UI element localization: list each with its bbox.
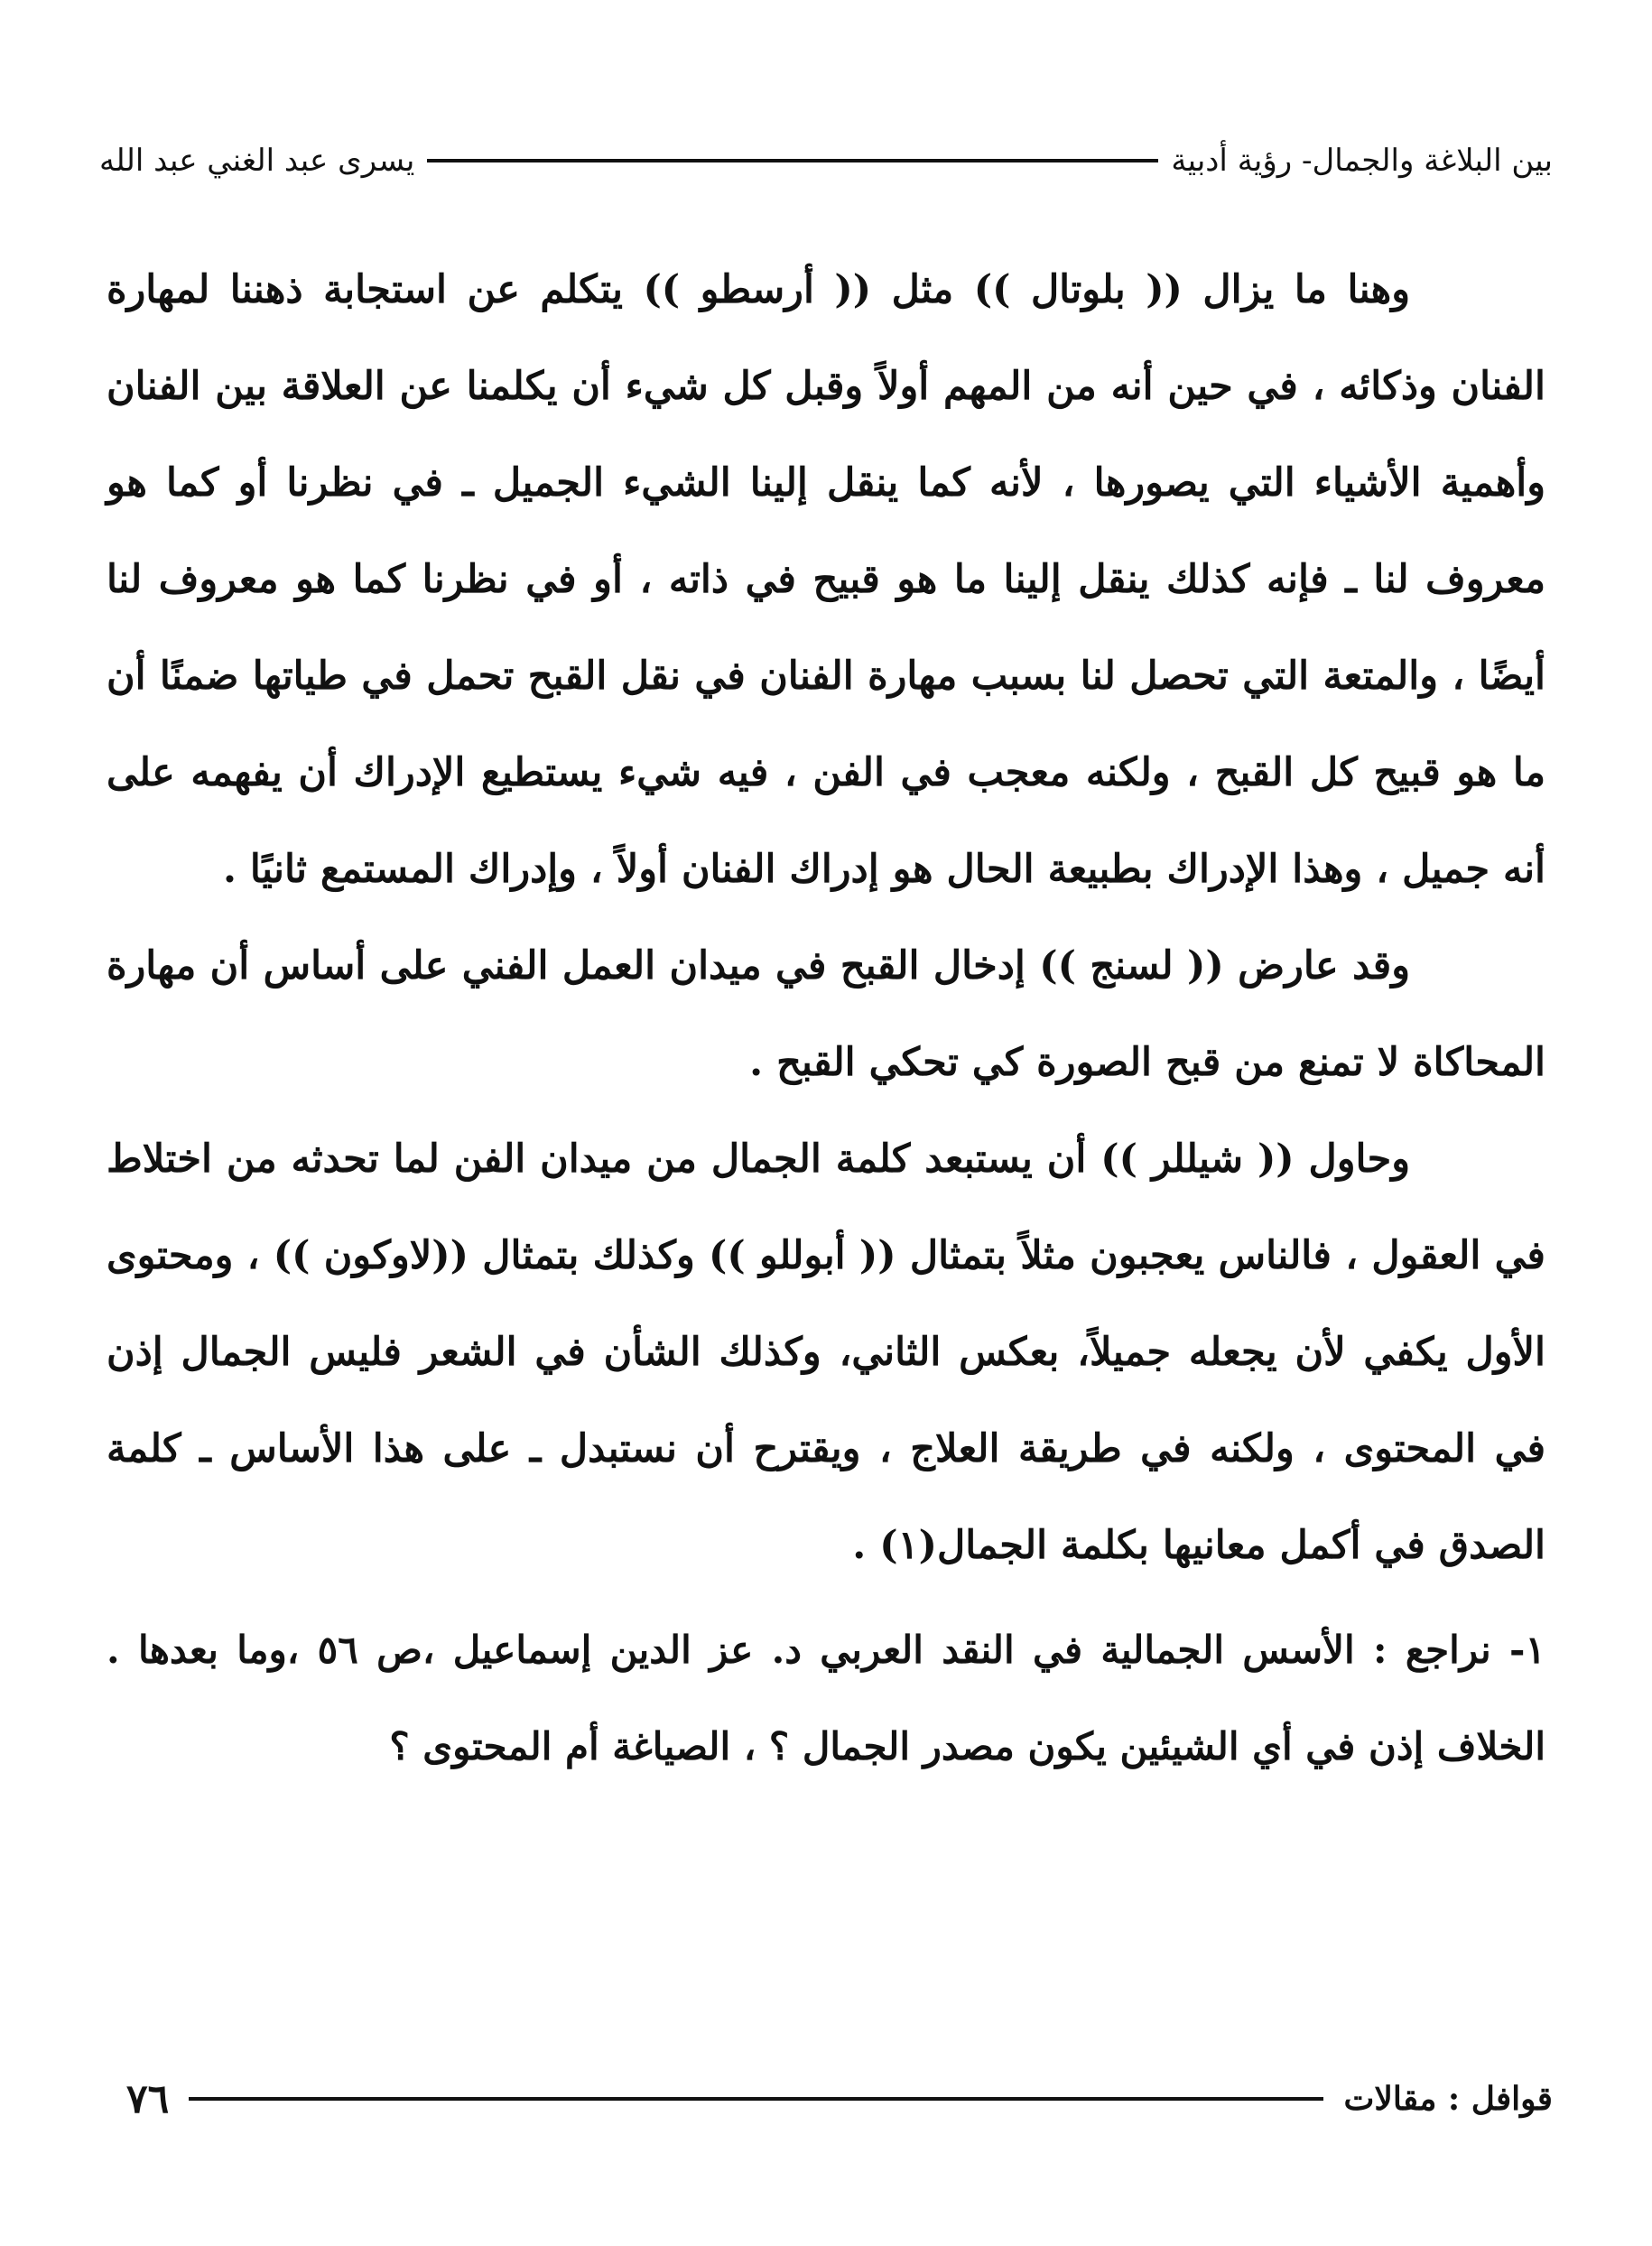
page-number: ٧٦ <box>126 2075 170 2122</box>
body-text <box>107 242 1545 1795</box>
header-rule <box>427 159 1158 162</box>
footnote: ١- نراجع : الأسس الجمالية في النقد العربي د. عز الدين إسماعيل ،ص ٥٦ ،وما بعدها . الخلاف إذن في أي الشيئين يكون مصدر الجمال ؟ ، الصياغة أم المحتوى ؟ <box>107 1628 1545 1768</box>
section-name: قوافل : مقالات <box>1343 2080 1553 2118</box>
paragraph-2: وقد عارض (( لسنج )) إدخال القبح في ميدان العمل الفني على أساس أن مهارة المحاكاة لا تمنع من قبح الصورة كي تحكي القبح . <box>107 943 1545 1085</box>
paragraph-1: وهنا ما يزال (( بلوتال )) مثل (( أرسطو )) يتكلم عن استجابة ذهننا لمهارة الفنان وذكائه ، في حين أنه من المهم أولاً وقبل كل شيء أن يكلمنا عن العلاقة بين الفنان وأهمية الأشياء التي يصورها ، لأنه كما ينقل إلينا الشيء الجميل ـ في نظرنا أو كما هو معروف لنا ـ فإنه كذلك ينقل إلينا ما هو قبيح في ذاته ، أو في نظرنا كما هو معروف لنا أيضًا ، والمتعة التي تحصل لنا بسبب مهارة الفنان في نقل القبح تحمل في طياتها ضمنًا أن ما هو قبيح كل القبح ، ولكنه معجب في الفن ، فيه شيء يستطيع الإدراك أن يفهمه على أنه جميل ، وهذا الإدراك بطبيعة الحال هو إدراك الفنان أولاً ، وإدراك المستمع ثانيًا . <box>107 267 1545 892</box>
running-header <box>99 134 1553 188</box>
footer-rule <box>189 2097 1323 2101</box>
author-name: يسرى عبد الغني عبد الله <box>99 143 415 179</box>
book-title: بين البلاغة والجمال- رؤية أدبية <box>1171 143 1553 179</box>
running-footer <box>126 2072 1553 2126</box>
paragraph-3: وحاول (( شيللر )) أن يستبعد كلمة الجمال من ميدان الفن لما تحدثه من اختلاط في العقول ، فالناس يعجبون مثلاً بتمثال (( أبوللو )) وكذلك بتمثال ((لاوكون )) ، ومحتوى الأول يكفي لأن يجعله جميلاً، بعكس الثاني، وكذلك الشأن في الشعر فليس الجمال إذن في المحتوى ، ولكنه في طريقة العلاج ، ويقترح أن نستبدل ـ على هذا الأساس ـ كلمة الصدق في أكمل معانيها بكلمة الجمال(١) . <box>107 1137 1545 1568</box>
